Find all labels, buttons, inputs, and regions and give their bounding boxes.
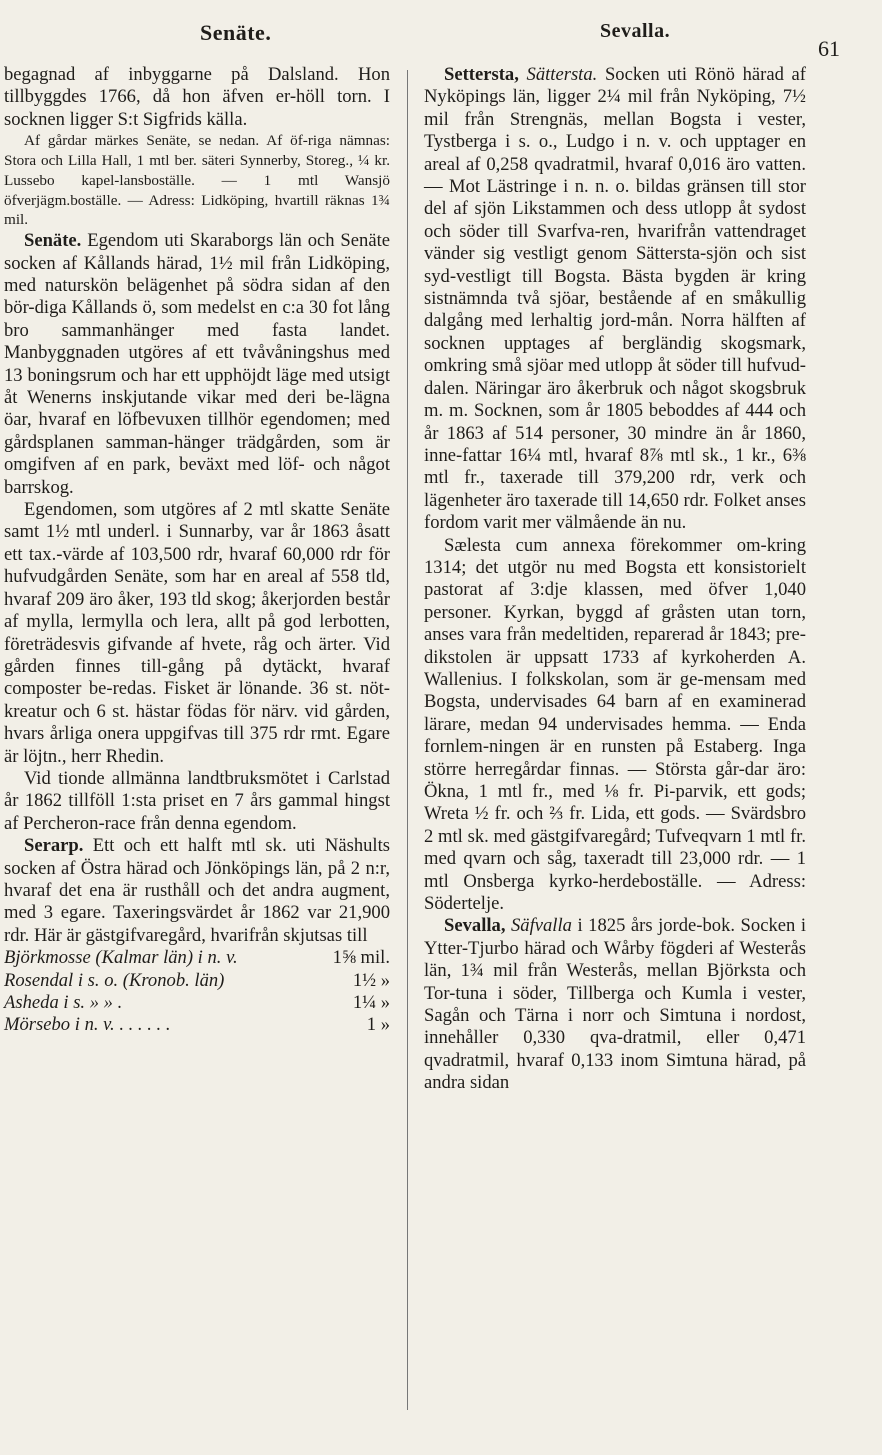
distance-list (4, 947, 390, 1037)
running-head-left: Senäte. (200, 20, 272, 45)
entry-text: Egendom uti Skaraborgs län och Senäte socken af Kållands härad, 1½ mil från Lidköping, med naturskön belägenhet på södra sidan af den bör-diga Kållands ö, som medelst en c:a 30 fot lång bro sammanhänger med fasta landet. Manbyggnaden utgöres af ett tvåvåningshus med 13 boningsrum och har ett upphöjdt läge med utsigt åt Wenerns inskjutande vikar med deri be-lägna öar, hvaraf en löfbevuxen tillhör egendomen; med gårdsplanen samman-hänger trädgården, som är omgifven af en park, beväxt med löf- och något barrskog. (4, 230, 390, 498)
right-column (424, 64, 806, 1095)
list-item: Björkmosse (Kalmar län) i n. v. 1⅝ mil. (4, 947, 390, 969)
entry-alt-name: Sättersta. (526, 64, 598, 85)
entry-serarp (4, 835, 390, 947)
page-number: 61 (818, 36, 840, 61)
list-item: Asheda i s. » » . 1¼ » (4, 992, 390, 1014)
entry-senate (4, 230, 390, 499)
list-item: Mörsebo i n. v. . . . . . . 1 » (4, 1014, 390, 1036)
entry-text: i 1825 års jorde-bok. Socken i Ytter-Tjurbo härad och Wårby fögderi af Westerås län, 1¾ mil från Westerås, mellan Björksta och Tor-tuna i söder, Tillberga och Kumla i vester, Sagån och Tärna i norr och Simtuna i nordost, innehåller 0,330 qva-dratmil, eller 0,471 qvadratmil, hvaraf 0,133 inom Simtuna härad, på andra sidan (424, 915, 806, 1094)
entry-sevalla (424, 915, 806, 1094)
paragraph: begagnad af inbyggarne på Dalsland. Hon tillbyggdes 1766, då hon äfven er-höll torn. I socknen ligger S:t Sigfrids källa. (4, 64, 390, 130)
entry-heading: Senäte. (24, 230, 82, 252)
entry-settersta (424, 64, 806, 535)
running-head-right: Sevalla. (600, 20, 671, 42)
list-item: Rosendal i s. o. (Kronob. län) 1½ » (4, 969, 390, 991)
paragraph-small: Af gårdar märkes Senäte, se nedan. Af öf-riga nämnas: Stora och Lilla Hall, 1 mtl ber. säteri Synnerby, Storeg., ¼ kr. Lussebo kapel-lansboställe. — 1 mtl Wansjö öfverjägm.boställe. — Adress: Lidköping, hvartill räknas 1¾ mil. (4, 132, 390, 229)
entry-heading: Settersta, (444, 64, 519, 85)
paragraph: Sælesta cum annexa förekommer om-kring 1314; det utgör nu med Bogsta ett konsistorielt pastorat af 3:dje klassen, med öfver 1,040 personer. Kyrkan, byggd af gråsten utan torn, anses vara från medeltiden, reparerad år 1843; pre-dikstolen är uppsatt 1733 af kyrkoherden A. Wallenius. I folkskolan, som är ge-mensam med Bogsta, undervisades 64 barn af en examinerad lärare, medan 94 undervisades hemma. — Enda fornlem-ningen är en runsten på Estaberg. Inga större herregårdar finnas. — Största går-dar äro: Ökna, 1 mtl fr., med ⅛ fr. Pi-parvik, ett gods; Wreta ½ fr. och ⅔ fr. Lida, ett gods. — Svärdsbro 2 mtl sk. med gästgifvaregård; Tufveqvarn 1 mtl fr. med qvarn och såg, taxeradt till 23,000 rdr. — 1 mtl Onsberga kyrko-herdeboställe. — Adress: Södertelje. (424, 534, 806, 915)
paragraph: Egendomen, som utgöres af 2 mtl skatte Senäte samt 1½ mtl underl. i Sunnarby, var år 1863 åsatt ett tax.-värde af 103,500 rdr, hvaraf 60,000 rdr för hufvudgården Senäte, som har en areal af 558 tld, hvaraf 209 äro åker, 193 tld skog; åkerjorden består af mylla, lermylla och lera, allt på god lerbotten, företrädesvis gifvande af hvete, råg och ärter. Vid gården finnes till-gång på dytäckt, hvaraf composter be-redas. Fisket är lönande. 36 st. nöt-kreatur och 6 st. hästar födas för närv. vid gården, hvars årliga onera uppgifvas till 375 rdr rmt. Egare är löjtn., herr Rhedin. (4, 499, 390, 767)
entry-heading: Sevalla, (444, 915, 506, 937)
column-divider (407, 70, 408, 1410)
entry-heading: Serarp. (24, 835, 84, 857)
entry-text: Ett och ett halft mtl sk. uti Näshults socken af Östra härad och Jönköpings län, på 2 n:r, hvaraf det ena är rusthåll och det andra augment, med 3 egare. Taxeringsvärdet år 1862 var 21,900 rdr. Här är gästgifvaregård, hvarifrån skjutsas till (4, 835, 390, 946)
left-column (4, 64, 390, 1037)
paragraph: Vid tionde allmänna landtbruksmötet i Carlstad år 1862 tillföll 1:sta priset en 7 års gammal hingst af Percheron-race från denna egendom. (4, 767, 390, 834)
entry-text: Socken uti Rönö härad af Nyköpings län, ligger 2¼ mil från Nyköping, 7½ mil från Strengnäs, mellan Bogsta i vester, Tystberga i s. o., Ludgo i n. v. och upptager en areal af 0,258 qvadratmil, hvaraf 0,016 äro vatten. — Mot Lästringe i n. n. o. bildas gränsen till stor del af sjön Likstammen och dess utlopp åt sydost och söder till Svarfva-ren, hvarifrån vattendraget vänder sig vestligt genom Sättersta-sjön och sist syd-vestligt till Bogsta. Bästa bygden är kring sistnämnda två sjöar, bestående af en småkullig dalgång med lerhaltig jord-mån. Norra hälften af socknen upptages af bergländig skogsmark, omkring små sjöar med utlopp åt söder till hufvud-dalen. Näringar äro åkerbruk och något skogsbruk m. m. Socknen, som år 1805 beboddes af 444 och år 1863 af 514 personer, 30 mindre än år 1860, inne-fattar 16¼ mtl, hvaraf 8⅞ mtl sk., 1 kr., 6⅜ mtl fr., taxerade till 379,200 rdr, verk och lägenheter äro taxerade till 14,650 rdr. Folket anses fordom varit mer välmående än nu. (424, 64, 806, 534)
entry-alt-name: Säfvalla (511, 915, 572, 937)
